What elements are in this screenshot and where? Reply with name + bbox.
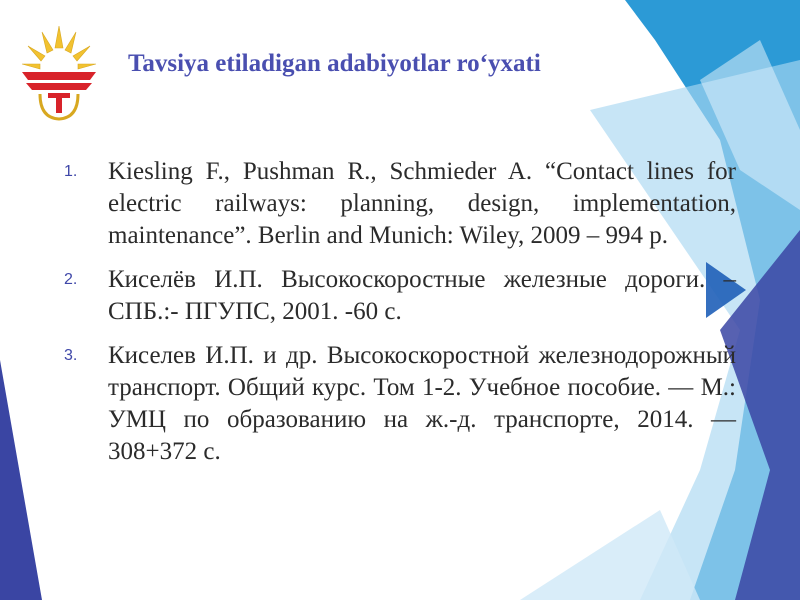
list-item-text: Киселёв И.П. Высокоскоростные железные дороги. – СПБ.:- ПГУПС, 2001. -60 с.: [108, 266, 736, 325]
list-item-text: Киселев И.П. и др. Высокоскоростной железнодорожный транспорт. Общий курс. Том 1-2. Учебное пособие. — М.: УМЦ по образованию на ж.-д. транспорте, 2014. — 308+372 с.: [108, 342, 736, 465]
bottom-light-wedge: [520, 510, 700, 600]
list-item-number: 3.: [64, 347, 78, 364]
university-emblem-icon: [18, 22, 100, 122]
slide-title: Tavsiya etiladigan adabiyotlar ro‘yxati: [128, 50, 541, 77]
list-item-number: 2.: [64, 271, 78, 288]
list-item: [64, 156, 736, 252]
list-item: [64, 340, 736, 468]
list-item-text: Kiesling F., Pushman R., Schmieder A. “Contact lines for electric railways: planning, design, implementation, maintenance”. Berlin and Munich: Wiley, 2009 – 994 p.: [108, 158, 736, 249]
list-item-number: 1.: [64, 163, 78, 180]
reference-list: [64, 156, 736, 480]
list-item: [64, 264, 736, 328]
bottom-left-triangle: [0, 360, 42, 600]
